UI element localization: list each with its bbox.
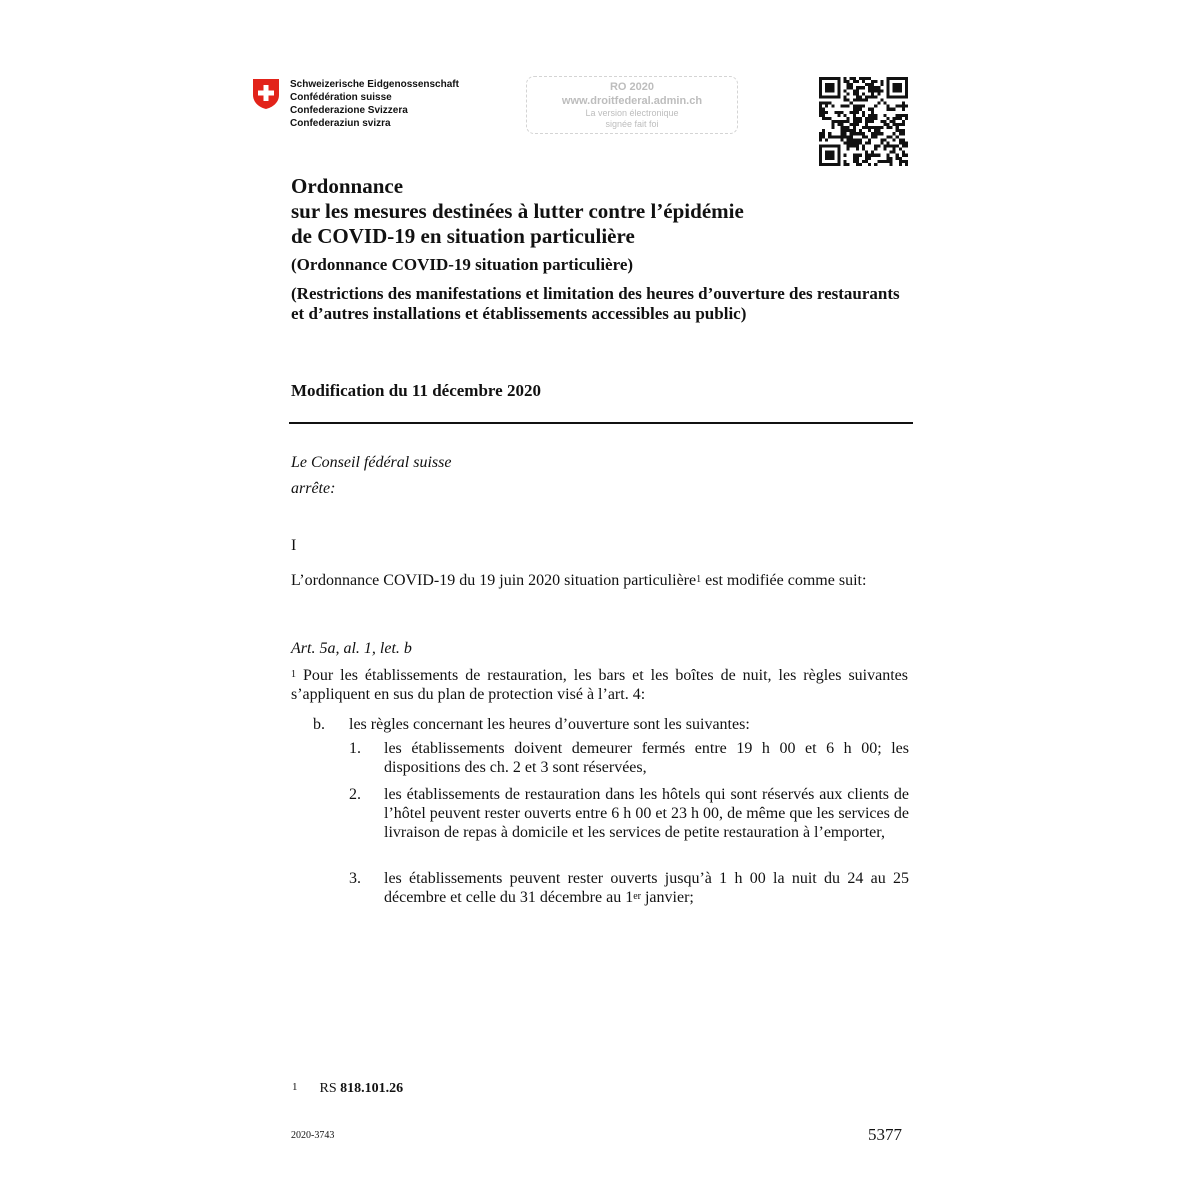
page-title [291, 174, 931, 249]
footnote-prefix: RS [319, 1081, 341, 1096]
confederation-line-rm: Confederaziun svizra [290, 118, 391, 129]
item-text-after: janvier; [640, 889, 694, 906]
qr-code-icon [819, 77, 908, 166]
letter-text: les règles concernant les heures d’ouverture sont les suivantes: [349, 716, 750, 733]
item-text-before: les établissements peuvent rester ouverts jusqu’à 1 h 00 la nuit du 24 au 25 décembre et celle du 31 décembre au 1 [384, 870, 909, 906]
paragraph-text: Pour les établissements de restauration, les bars et les boîtes de nuit, les règles suivantes s’appliquent en sus du plan de protection visé à l’art. 4: [291, 667, 908, 703]
letter-label: b. [313, 716, 325, 733]
confederation-line-de: Schweizerische Eidgenossenschaft [290, 79, 459, 90]
item-number: 1. [349, 740, 361, 757]
document-id: 2020-3743 [291, 1130, 335, 1141]
section-number: I [291, 537, 297, 554]
title-subtitle: (Restrictions des manifestations et limitation des heures d’ouverture des restaurants et d’autres installations et établissements accessibles au public) [291, 284, 900, 323]
footnote-reference: 1 [696, 574, 702, 585]
footnote [292, 1080, 403, 1098]
intro-paragraph [291, 571, 908, 590]
preamble-authority: Le Conseil fédéral suisse [291, 454, 452, 471]
modification-date: Modification du 11 décembre 2020 [291, 381, 541, 400]
item-number: 3. [349, 870, 361, 887]
title-line-2: sur les mesures destinées à lutter contre l’épidémie [291, 199, 744, 223]
item-text: les établissements de restauration dans les hôtels qui sont réservés aux clients de l’hôtel peuvent rester ouverts entre 6 h 00 et 23 h 00, de même que les services de livraison de repas à domicile et les services de petite restauration à l’emporter, [384, 786, 909, 841]
stamp-ro: RO 2020 [609, 81, 655, 93]
item-text [384, 869, 909, 907]
footnote-number: 1 [292, 1081, 298, 1093]
intro-text: L’ordonnance COVID-19 du 19 juin 2020 situation particulière [291, 572, 697, 589]
item-text: les établissements doivent demeurer fermés entre 19 h 00 et 6 h 00; les dispositions des ch. 2 et 3 sont réservées, [384, 740, 909, 776]
footnote-ref: 818.101.26 [340, 1081, 404, 1096]
swiss-coat-of-arms-icon [252, 78, 280, 110]
title-line-3: de COVID-19 en situation particulière [291, 224, 635, 248]
item-number: 2. [349, 786, 361, 803]
intro-text-after: est modifiée comme suit: [701, 572, 867, 589]
stamp-note-2: signée fait foi [605, 119, 659, 129]
official-publication-stamp [526, 76, 738, 134]
article-heading: Art. 5a, al. 1, let. b [291, 640, 412, 657]
ordinal-suffix: er [633, 891, 641, 902]
paragraph-number: 1 [291, 669, 296, 680]
confederation-line-fr: Confédération suisse [290, 92, 392, 103]
page-number: 5377 [868, 1125, 902, 1144]
preamble-decrees: arrête: [291, 480, 336, 497]
title-divider [289, 422, 913, 424]
confederation-names [290, 78, 459, 130]
title-abbreviation: (Ordonnance COVID-19 situation particulière) [291, 255, 634, 274]
article-paragraph [291, 666, 908, 704]
title-line-1: Ordonnance [291, 174, 404, 198]
stamp-url: www.droitfederal.admin.ch [561, 95, 703, 107]
stamp-note-1: La version électronique [585, 108, 679, 118]
confederation-line-it: Confederazione Svizzera [290, 105, 408, 116]
